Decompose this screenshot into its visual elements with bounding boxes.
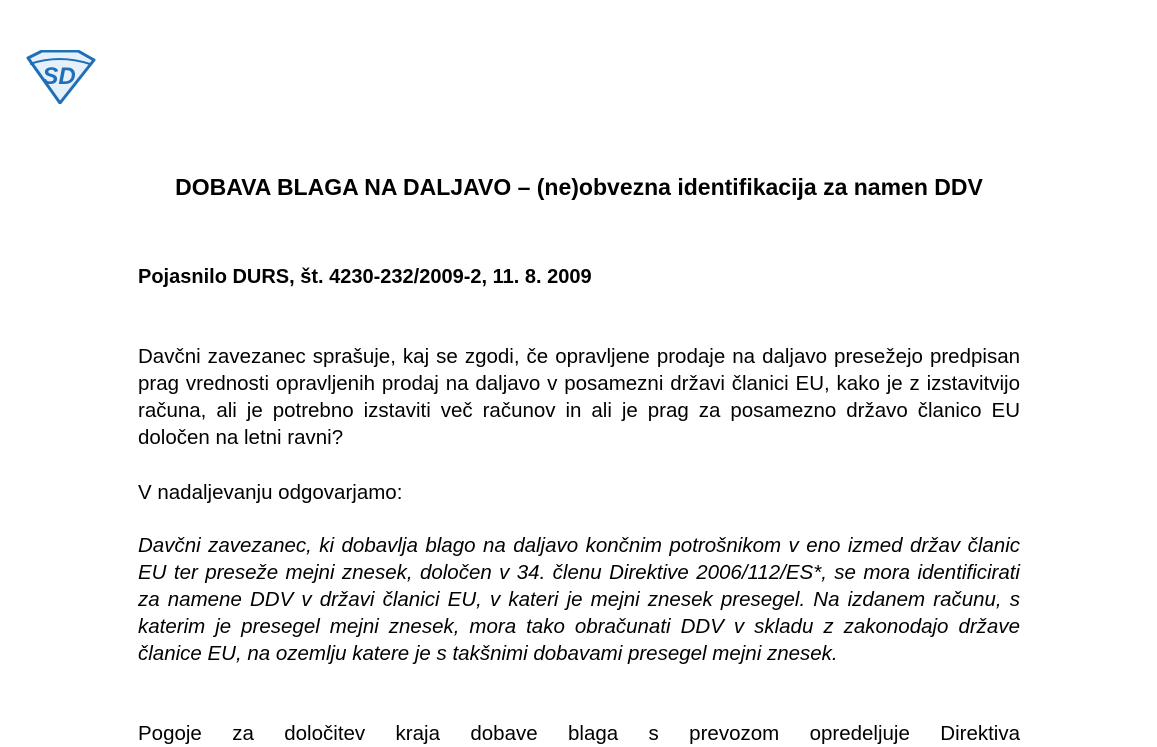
document-subtitle: Pojasnilo DURS, št. 4230-232/2009-2, 11. 8. 2009: [138, 266, 592, 288]
paragraph-conditions: Pogoje za določitev kraja dobave blaga s prevozom opredeljuje Direktiva: [138, 722, 1020, 745]
paragraph-question: Davčni zavezanec sprašuje, kaj se zgodi, če opravljene prodaje na daljavo presežejo predpisan prag vrednosti opravljenih prodaj na daljavo v posamezni državi članici EU, kako je z izstavitvijo računa, ali je potrebno izstaviti več računov in ali je prag za posamezno državo članico EU določen na letni ravni?: [138, 345, 1020, 449]
document-title: DOBAVA BLAGA NA DALJAVO – (ne)obvezna identifikacija za namen DDV: [175, 174, 983, 200]
company-logo: [22, 50, 96, 104]
paragraph-answer: Davčni zavezanec, ki dobavlja blago na daljavo končnim potrošnikom v eno izmed držav članic EU ter preseže mejni znesek, določen v 34. členu Direktive 2006/112/ES*, se mora identificirati za namene DDV v državi članici EU, v kateri je mejni znesek presegel. Na izdanem računu, s katerim je presegel mejni znesek, mora tako obračunati DDV v skladu z zakonodajo države članice EU, na ozemlju katere je s takšnimi dobavami presegel mejni znesek.: [138, 534, 1020, 665]
logo-text: SD: [42, 63, 76, 90]
paragraph-intro: V nadaljevanju odgovarjamo:: [138, 481, 403, 504]
